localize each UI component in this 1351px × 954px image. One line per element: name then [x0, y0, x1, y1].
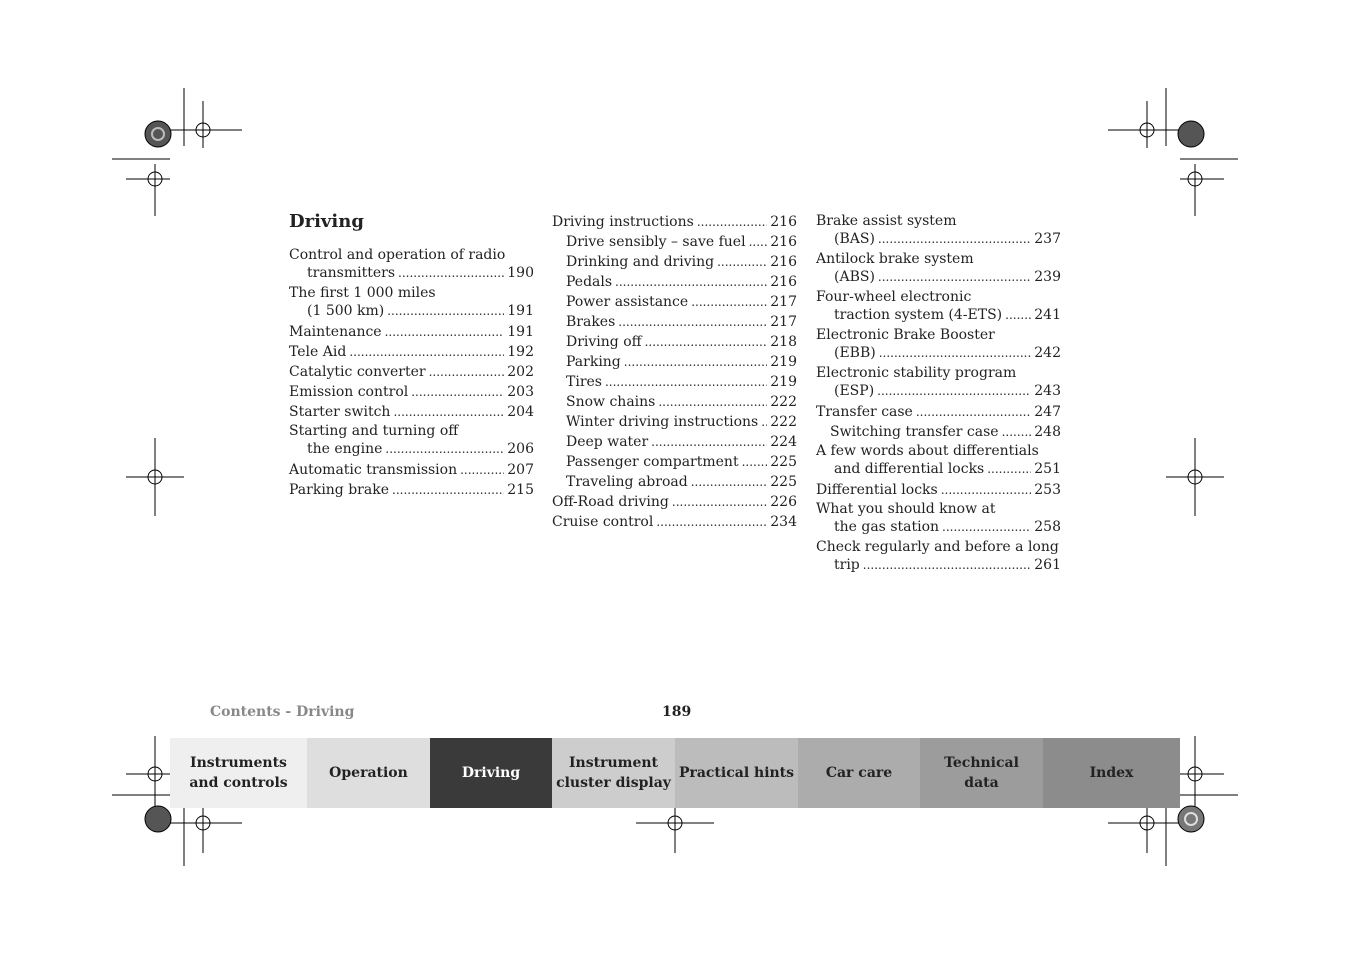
toc-entry-title: (1 500 km) [307, 303, 385, 319]
toc-entry[interactable] [289, 382, 534, 402]
toc-entry-title: the engine [307, 441, 383, 457]
dot-leader [349, 342, 504, 362]
toc-entry-title: Automatic transmission [289, 462, 458, 478]
toc-entry-page: 216 [770, 274, 797, 290]
toc-entry[interactable] [816, 422, 1061, 442]
dot-leader [1005, 306, 1031, 324]
toc-entry-page: 242 [1034, 345, 1061, 361]
toc-entry[interactable] [289, 342, 534, 362]
dot-leader [393, 402, 504, 422]
toc-entry-title: Tires [566, 374, 602, 390]
dot-leader [385, 440, 504, 458]
toc-entry[interactable] [552, 292, 797, 312]
toc-entry-page: 224 [770, 434, 797, 450]
toc-entry-page: 225 [770, 454, 797, 470]
toc-entry[interactable] [552, 332, 797, 352]
toc-entry-title: Traveling abroad [566, 474, 688, 490]
toc-entry-page: 241 [1034, 307, 1061, 323]
toc-entry-page: 251 [1034, 461, 1061, 477]
toc-entry[interactable] [552, 492, 797, 512]
toc-entry-page: 192 [507, 344, 534, 360]
toc-entry-page: 258 [1034, 519, 1061, 535]
chapter-tab-bar [170, 738, 1180, 808]
dot-leader [916, 402, 1031, 422]
dot-leader [385, 322, 505, 342]
toc-entry-title: The first 1 000 miles [289, 285, 436, 301]
dot-leader [879, 344, 1032, 362]
toc-entry-page: 222 [770, 394, 797, 410]
toc-entry-page: 191 [507, 303, 534, 319]
toc-entry[interactable] [816, 288, 1061, 324]
toc-entry-title: Snow chains [566, 394, 656, 410]
toc-entry-title: the gas station [834, 519, 940, 535]
tab-label: Instrument cluster display [556, 755, 671, 791]
dot-leader [863, 556, 1032, 574]
toc-entry[interactable] [552, 452, 797, 472]
dot-leader [411, 382, 504, 402]
dot-leader [624, 352, 767, 372]
toc-entry-title: Control and operation of radio [289, 247, 506, 263]
toc-entry[interactable] [289, 460, 534, 480]
dot-leader [672, 492, 767, 512]
tab-instruments-and-controls[interactable] [170, 738, 307, 808]
toc-entry[interactable] [552, 512, 797, 532]
toc-entry[interactable] [289, 322, 534, 342]
dot-leader [398, 264, 504, 282]
toc-entry-title: Differential locks [816, 482, 938, 498]
toc-entry-title: Brake assist system [816, 213, 957, 229]
toc-entry[interactable] [816, 538, 1061, 574]
dot-leader [392, 480, 504, 500]
tab-label: Instruments and controls [189, 755, 288, 791]
toc-entry[interactable] [552, 232, 797, 252]
toc-entry[interactable] [816, 212, 1061, 248]
toc-entry-title: Passenger compartment [566, 454, 739, 470]
toc-entry-title: Winter driving instructions [566, 414, 759, 430]
toc-entry-page: 203 [507, 384, 534, 400]
toc-entry[interactable] [552, 412, 797, 432]
toc-entry-title: Parking [566, 354, 621, 370]
toc-entry[interactable] [552, 352, 797, 372]
toc-entry-title: Brakes [566, 314, 616, 330]
toc-entry-page: 248 [1034, 424, 1061, 440]
toc-entry-title: Deep water [566, 434, 649, 450]
page-number: 189 [662, 704, 692, 720]
dot-leader [429, 362, 505, 382]
toc-entry[interactable] [289, 362, 534, 382]
dot-leader [941, 480, 1032, 500]
toc-entry-title: Driving instructions [552, 214, 694, 230]
dot-leader [717, 252, 767, 272]
toc-entry-title: Drinking and driving [566, 254, 715, 270]
toc-entry-title: traction system (4-ETS) [834, 307, 1003, 323]
toc-entry-page: 191 [507, 324, 534, 340]
tab-instrument-cluster-display[interactable] [552, 738, 675, 808]
toc-entry-page: 261 [1034, 557, 1061, 573]
dot-leader [605, 372, 767, 392]
tab-label: Index [1089, 765, 1134, 781]
dot-leader [691, 472, 768, 492]
toc-entry[interactable] [289, 246, 534, 282]
toc-entry-title: Starter switch [289, 404, 391, 420]
toc-entry-title: Antilock brake system [816, 251, 974, 267]
toc-entry-title: Cruise control [552, 514, 654, 530]
toc-entry-title: Electronic stability program [816, 365, 1017, 381]
toc-entry-page: 243 [1034, 383, 1061, 399]
toc-entry[interactable] [552, 312, 797, 332]
dot-leader [645, 332, 768, 352]
footer-section-title: Contents - Driving [210, 704, 355, 720]
tab-driving[interactable] [430, 738, 552, 808]
toc-entry-title: Off-Road driving [552, 494, 669, 510]
dot-leader [987, 460, 1031, 478]
toc-entry[interactable] [552, 432, 797, 452]
toc-entry-page: 204 [507, 404, 534, 420]
toc-entry-page: 190 [507, 265, 534, 281]
toc-entry-page: 219 [770, 354, 797, 370]
toc-entry[interactable] [816, 500, 1061, 536]
dot-leader [387, 302, 504, 320]
dot-leader [761, 412, 767, 432]
toc-entry-page: 207 [507, 462, 534, 478]
dot-leader [742, 452, 768, 472]
toc-entry[interactable] [552, 252, 797, 272]
toc-entry-title: trip [834, 557, 860, 573]
toc-entry-title: Starting and turning off [289, 423, 459, 439]
toc-entry-page: 218 [770, 334, 797, 350]
toc-entry[interactable] [816, 402, 1061, 422]
tab-label: Technical data [944, 755, 1019, 791]
toc-entry[interactable] [552, 372, 797, 392]
toc-entry-page: 253 [1034, 482, 1061, 498]
tab-practical-hints[interactable] [675, 738, 798, 808]
toc-entry-title: Parking brake [289, 482, 389, 498]
toc-entry-page: 216 [770, 234, 797, 250]
toc-entry-title: (ESP) [834, 383, 875, 399]
toc-entry[interactable] [816, 480, 1061, 500]
tab-label: Practical hints [678, 765, 795, 781]
dot-leader [697, 212, 767, 232]
toc-entry-page: 237 [1034, 231, 1061, 247]
toc-entry-title: Transfer case [816, 404, 913, 420]
toc-entry[interactable] [289, 480, 534, 500]
toc-entry-title: transmitters [307, 265, 396, 281]
toc-entry-page: 216 [770, 254, 797, 270]
tab-car-care[interactable] [798, 738, 920, 808]
toc-entry-page: 217 [770, 314, 797, 330]
toc-entry-page: 216 [770, 214, 797, 230]
dot-leader [460, 460, 504, 480]
toc-entry-page: 222 [770, 414, 797, 430]
toc-entry-title: Pedals [566, 274, 613, 290]
toc-column-1 [289, 246, 534, 500]
toc-entry-title: Electronic Brake Booster [816, 327, 995, 343]
toc-entry-page: 226 [770, 494, 797, 510]
dot-leader [691, 292, 767, 312]
toc-entry-page: 217 [770, 294, 797, 310]
toc-column-2 [552, 212, 797, 532]
toc-entry[interactable] [552, 272, 797, 292]
dot-leader [1002, 422, 1032, 442]
toc-entry[interactable] [552, 212, 797, 232]
dot-leader [651, 432, 767, 452]
toc-entry-title: (ABS) [834, 269, 875, 285]
toc-entry-title: Catalytic converter [289, 364, 426, 380]
toc-entry-title: Emission control [289, 384, 409, 400]
dot-leader [877, 382, 1031, 400]
dot-leader [615, 272, 767, 292]
dot-leader [942, 518, 1031, 536]
tab-label: Car care [825, 765, 893, 781]
toc-entry-title: Switching transfer case [830, 424, 999, 440]
dot-leader [658, 392, 767, 412]
toc-entry-title: (EBB) [834, 345, 876, 361]
dot-leader [878, 230, 1031, 248]
toc-entry-title: Driving off [566, 334, 642, 350]
toc-entry-page: 225 [770, 474, 797, 490]
toc-entry-title: Tele Aid [289, 344, 347, 360]
toc-entry[interactable] [816, 326, 1061, 362]
toc-entry-page: 219 [770, 374, 797, 390]
toc-entry-page: 206 [507, 441, 534, 457]
toc-entry-page: 247 [1034, 404, 1061, 420]
toc-entry[interactable] [816, 364, 1061, 400]
toc-entry[interactable] [552, 472, 797, 492]
tab-index[interactable] [1043, 738, 1180, 808]
toc-entry-page: 239 [1034, 269, 1061, 285]
dot-leader [656, 512, 767, 532]
toc-entry[interactable] [289, 402, 534, 422]
toc-entry-title: A few words about differentials [816, 443, 1039, 459]
toc-entry-title: What you should know at [816, 501, 996, 517]
toc-entry[interactable] [289, 422, 534, 458]
tab-technical-data[interactable] [920, 738, 1043, 808]
toc-entry-title: Four-wheel electronic [816, 289, 972, 305]
toc-entry[interactable] [552, 392, 797, 412]
dot-leader [749, 232, 768, 252]
toc-entry-title: Power assistance [566, 294, 689, 310]
section-heading: Driving [289, 211, 364, 232]
toc-entry-title: Maintenance [289, 324, 382, 340]
tab-label: Driving [461, 765, 521, 781]
toc-entry-title: (BAS) [834, 231, 875, 247]
toc-entry[interactable] [816, 250, 1061, 286]
toc-entry[interactable] [816, 442, 1061, 478]
dot-leader [618, 312, 767, 332]
toc-entry-page: 202 [507, 364, 534, 380]
tab-operation[interactable] [307, 738, 430, 808]
toc-column-3 [816, 212, 1061, 576]
toc-entry-title: Drive sensibly – save fuel [566, 234, 746, 250]
toc-entry[interactable] [289, 284, 534, 320]
toc-entry-title: Check regularly and before a long [816, 539, 1059, 555]
toc-entry-page: 234 [770, 514, 797, 530]
dot-leader [878, 268, 1031, 286]
toc-entry-page: 215 [507, 482, 534, 498]
toc-entry-title: and differential locks [834, 461, 985, 477]
tab-label: Operation [329, 765, 408, 781]
